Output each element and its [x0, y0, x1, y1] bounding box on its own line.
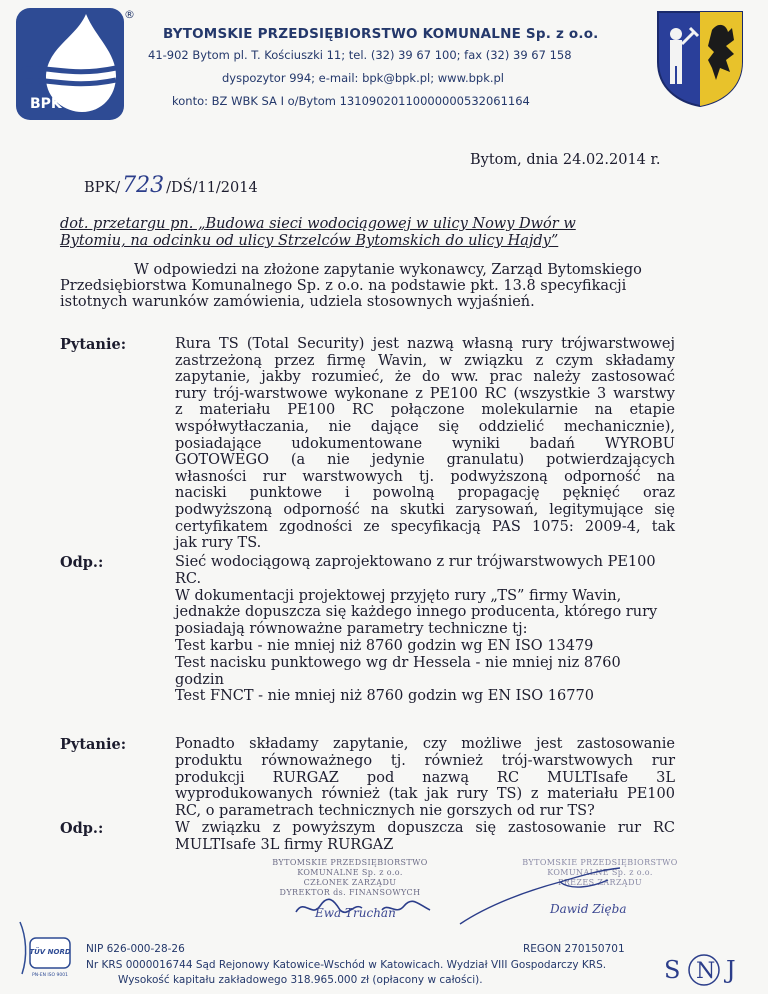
stamp-line: PREZES ZARZĄDU [557, 878, 643, 887]
stamp-line: KOMUNALNE Sp. z o.o. [547, 868, 653, 877]
reference-prefix: BPK/ [84, 180, 121, 196]
reference-suffix: /DŚ/11/2014 [166, 180, 258, 196]
question-2-line: Ponadto składamy zapytanie, czy możliwe jest zastosowanie [175, 736, 675, 752]
subject-line: dot. przetargu pn. „Budowa sieci wodociągowej w ulicy Nowy Dwór w [60, 216, 576, 232]
answer-1-line: Test FNCT - nie mniej niż 8760 godzin wg EN ISO 16770 [175, 688, 594, 705]
tuv-certification-logo [16, 916, 74, 978]
footer-regon: REGON 270150701 [523, 943, 625, 955]
question-1-line: podwyższoną odporność na skutki zarysowań, legitymujące się [175, 501, 675, 518]
intro-paragraph [60, 262, 688, 310]
snj-letter: S [664, 956, 681, 984]
answer-1-text [175, 554, 657, 705]
question-1-line: zapytanie, jakby rozumieć, że do ww. prac należy zastosować [175, 369, 675, 386]
intro-line: W odpowiedzi na złożone zapytanie wykonawcy, Zarząd Bytomskiego [134, 262, 642, 278]
subject-line: Bytomiu, na odcinku od ulicy Strzelców Bytomskich do ulicy Hajdy” [60, 233, 559, 249]
letter-date: Bytom, dnia 24.02.2014 r. [470, 152, 661, 168]
answer-1-line: Sieć wodociągową zaprojektowano z rur trójwarstwowych PE100 [175, 554, 656, 570]
reference-handwritten-number: 723 [122, 173, 165, 198]
stamp-line: CZŁONEK ZARZĄDU [303, 878, 397, 887]
question-1-line: współwytłaczania, nie dające się oddzielić mechanicznie), [175, 418, 675, 435]
intro-line: istotnych warunków zamówienia, udziela stosownych wyjaśnień. [60, 294, 535, 310]
signer-left-name: Ewa Truchan [315, 906, 396, 920]
stamp-left [240, 858, 460, 898]
answer-1-line: posiadają równoważne parametry techniczne tj: [175, 621, 528, 638]
answer-1-line: RC. [175, 570, 202, 587]
question-1-text [175, 336, 675, 552]
answer-1-line: jednakże dopuszcza się każdego innego producenta, którego rury [175, 604, 658, 621]
company-address: 41-902 Bytom pl. T. Kościuszki 11; tel. (32) 39 67 100; fax (32) 39 67 158 [148, 48, 572, 62]
question-1-line: naciski punktowe i powolną propagację pęknięć oraz [175, 485, 675, 502]
signer-right-name: Dawid Zięba [550, 902, 627, 916]
answer-label: Odp.: [60, 820, 104, 837]
question-1-line: zastrzeżoną przez firmę Wavin, w związku z czym składamy [175, 352, 675, 369]
answer-2-line: W związku z powyższym dopuszcza się zastosowanie rur RC [175, 820, 675, 836]
footer-nip: NIP 626-000-28-26 [86, 943, 185, 955]
question-1-line: certyfikatem zgodności ze specyfikacją PAS 1075: 2009-4, tak [175, 518, 675, 535]
bpk-logo [16, 8, 124, 120]
snj-letter: J [726, 956, 736, 984]
question-1-line: własności rur warstwowych tj. podwyższoną odporność na [175, 468, 675, 485]
answer-1-line: Test nacisku punktowego wg dr Hessela - nie mniej niz 8760 [175, 654, 621, 671]
question-2-line: RC, o parametrach technicznych nie gorszych od rur TS? [175, 803, 595, 820]
answer-1-line: godzin [175, 671, 224, 688]
question-1-line: rury trój-warstwowe wykonane z PE100 RC (wszystkie 3 warstwy [175, 385, 675, 402]
answer-label: Odp.: [60, 554, 104, 571]
dispatch-contact: dyspozytor 994; e-mail: bpk@bpk.pl; www.bpk.pl [222, 71, 505, 85]
answer-2-line: MULTIsafe 3L firmy RURGAZ [175, 836, 394, 853]
tuv-sub: PN-EN ISO 9001 [32, 973, 68, 978]
footer-capital: Wysokość kapitału zakładowego 318.965.000 zł (opłacony w całości). [118, 974, 483, 986]
question-label: Pytanie: [60, 736, 127, 753]
footer-krs: Nr KRS 0000016744 Sąd Rejonowy Katowice-Wschód w Katowicach. Wydział VIII Gospodarczy KRS. [86, 959, 607, 971]
reference-number [84, 173, 258, 198]
answer-2-text [175, 820, 675, 854]
bytom-coat-of-arms [656, 10, 744, 108]
question-1-line: Rura TS (Total Security) jest nazwą własną rury trójwarstwowej [175, 336, 675, 352]
stamp-line: DYREKTOR ds. FINANSOWYCH [279, 888, 421, 897]
logo-text: BPK [30, 96, 62, 112]
stamp-line: BYTOMSKIE PRZEDSIĘBIORSTWO [522, 858, 678, 867]
question-1-line: posiadające udokumentowane wyniki badań WYROBU [175, 435, 675, 452]
answer-1-line: W dokumentacji projektowej przyjęto rury „TS” firmy Wavin, [175, 587, 622, 604]
answer-1-line: Test karbu - nie mniej niż 8760 godzin wg EN ISO 13479 [175, 637, 594, 654]
question-1-line: z materiału PE100 RC połączone molekularnie na etapie [175, 402, 675, 419]
question-2-text [175, 736, 675, 820]
registered-mark: ® [124, 8, 135, 21]
question-2-line: produktu równoważnego tj. również trój-warstwowych rur [175, 752, 675, 769]
snj-certification-logo [660, 948, 750, 988]
question-label: Pytanie: [60, 336, 127, 353]
question-2-line: produkcji RURGAZ pod nazwą RC MULTIsafe 3L [175, 769, 675, 786]
tuv-label: TÜV NORD [29, 948, 71, 956]
subject-block [60, 216, 576, 250]
stamp-line: KOMUNALNE Sp. z o.o. [297, 868, 403, 877]
question-1-line: jak rury TS. [175, 535, 262, 552]
company-name: BYTOMSKIE PRZEDSIĘBIORSTWO KOMUNALNE Sp. z o.o. [163, 26, 599, 42]
snj-letter: N [696, 959, 716, 984]
signature-right [450, 860, 650, 930]
stamp-line: BYTOMSKIE PRZEDSIĘBIORSTWO [272, 858, 428, 867]
question-2-line: wyprodukowanych również (tak jak rury TS) z materiału PE100 [175, 786, 675, 803]
bank-account: konto: BZ WBK SA I o/Bytom 13109020110000000532061164 [172, 94, 530, 108]
intro-line: Przedsiębiorstwa Komunalnego Sp. z o.o. na podstawie pkt. 13.8 specyfikacji [60, 278, 627, 294]
question-1-line: GOTOWEGO (a nie jedynie granulatu) potwierdzających [175, 452, 675, 469]
